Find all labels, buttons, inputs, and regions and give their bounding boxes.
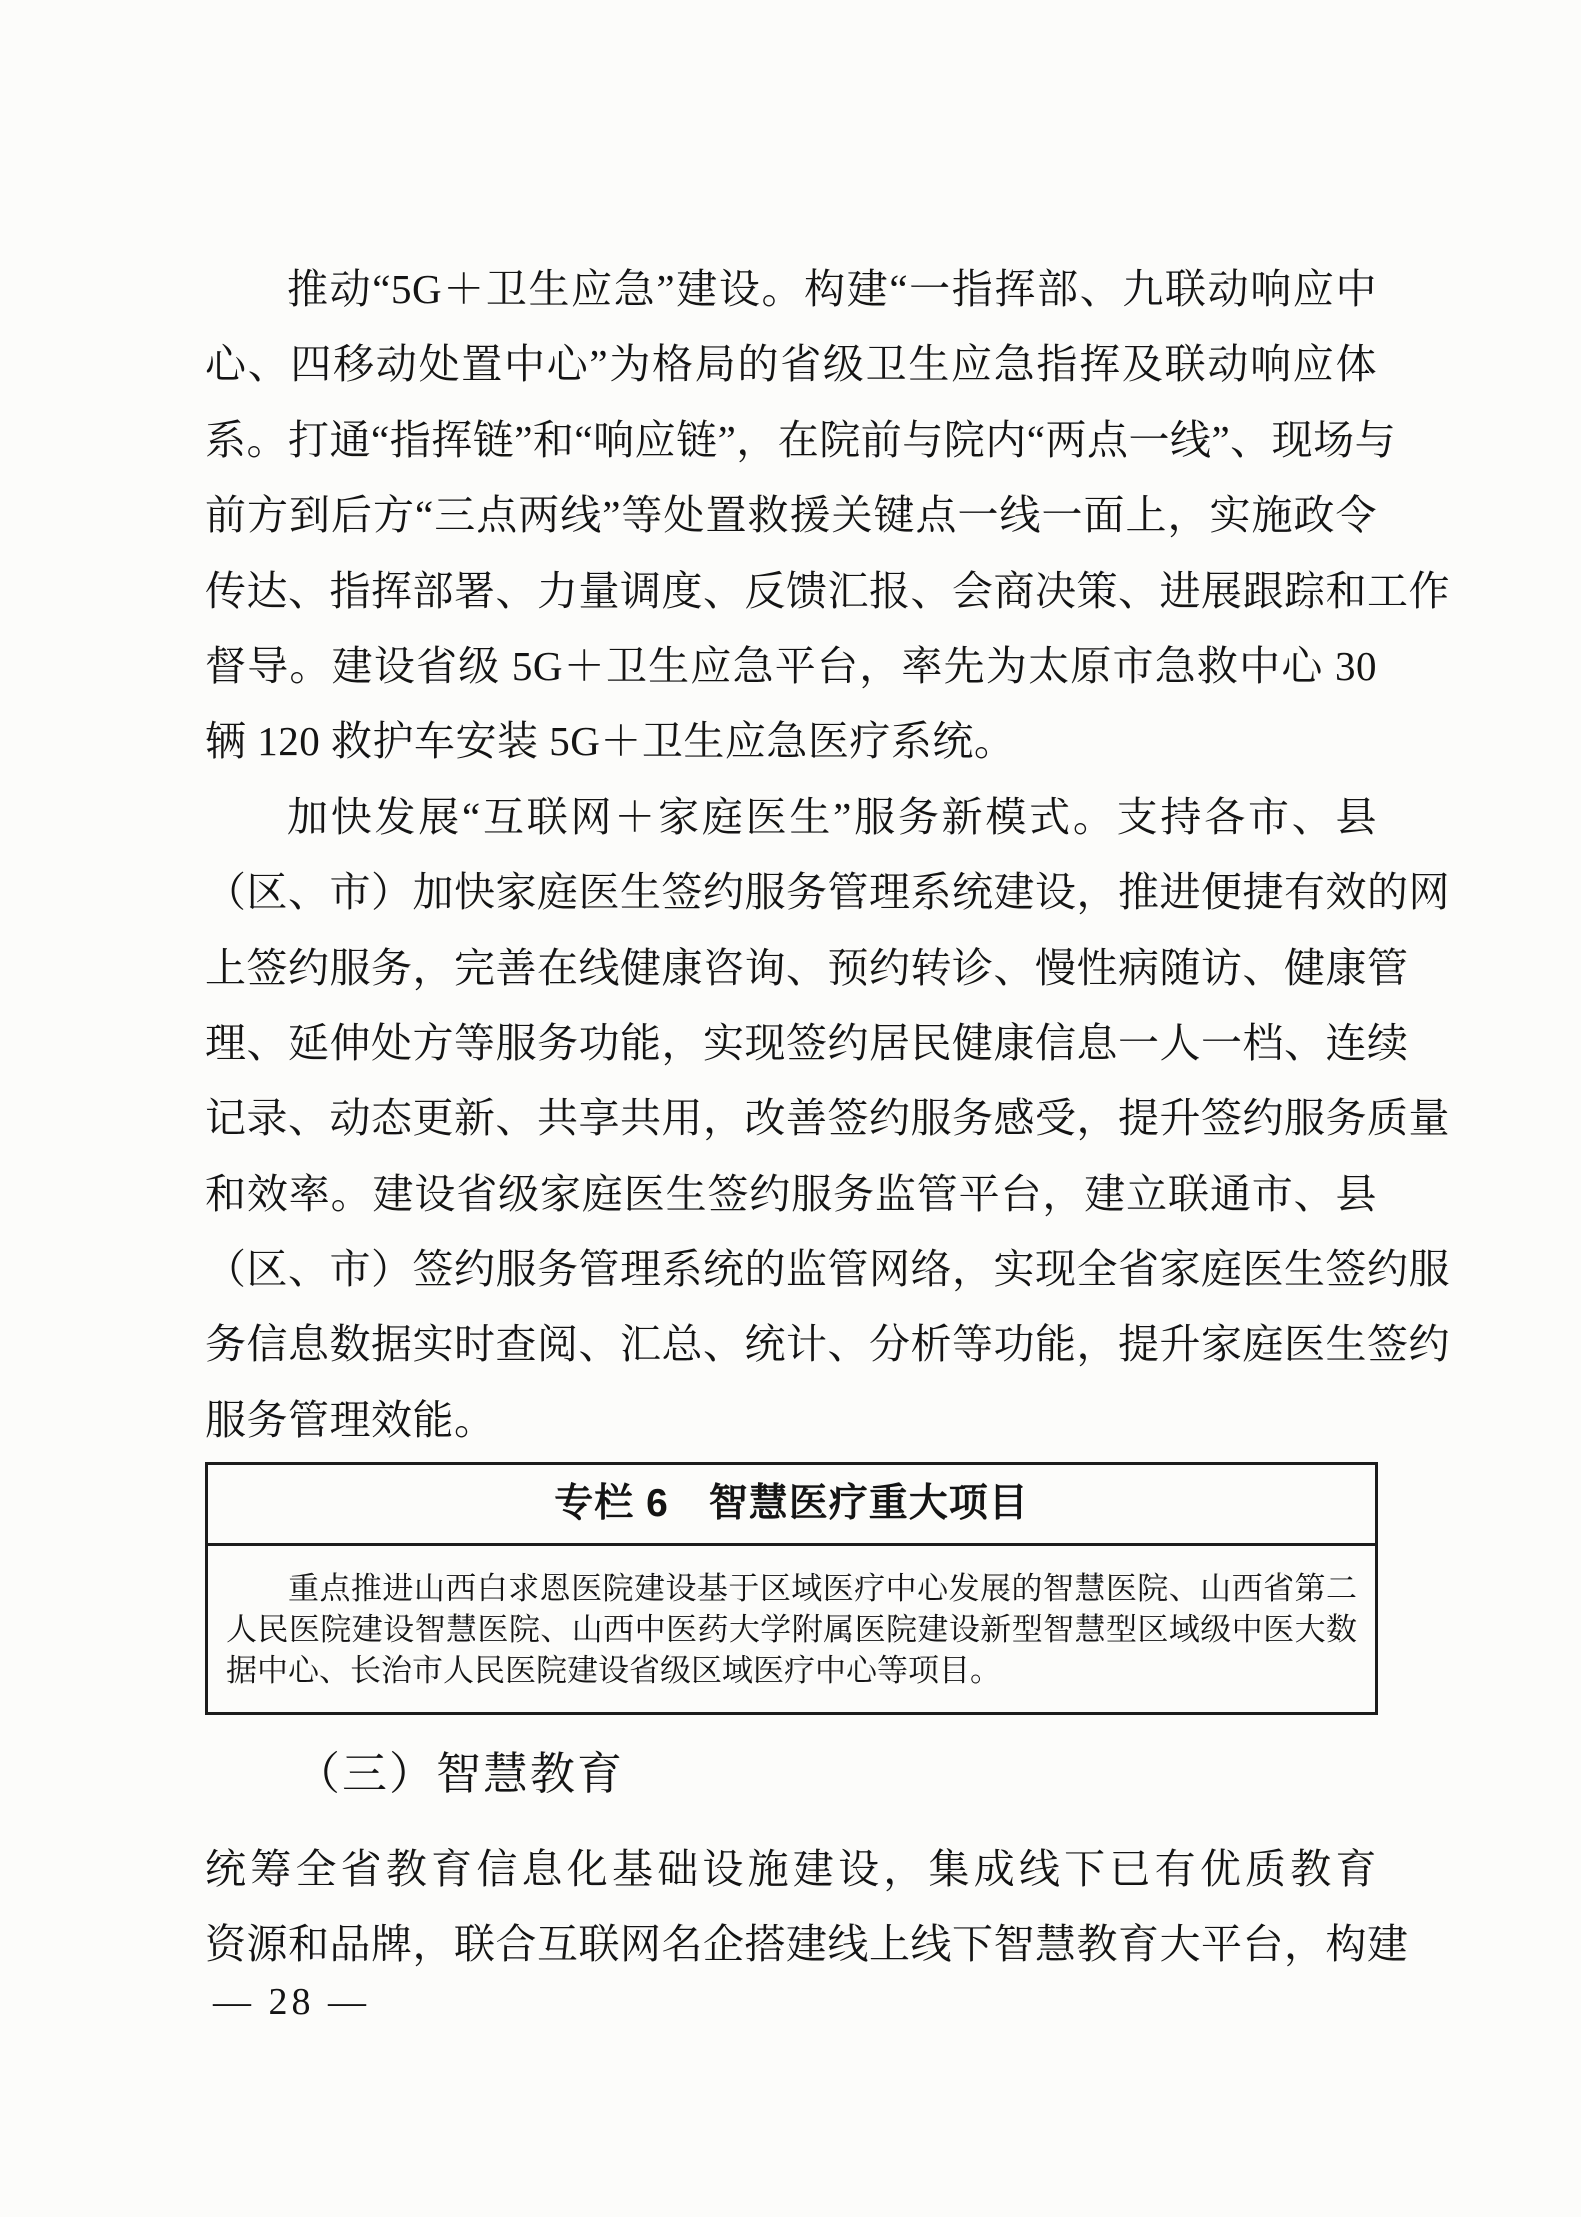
text-line: 辆 120 救护车安装 5G＋卫生应急医疗系统。 (205, 718, 1016, 765)
text-line: （区、市）签约服务管理系统的监管网络，实现全省家庭医生签约服 (205, 1246, 1450, 1293)
panel-body (208, 1546, 1375, 1691)
panel-major-projects (205, 1462, 1378, 1715)
panel-text-line: 重点推进山西白求恩医院建设基于区域医疗中心发展的智慧医院、山西省第二 (288, 1571, 1357, 1606)
section-heading-smart-education: （三）智慧教育 (295, 1749, 625, 1799)
text-line: 记录、动态更新、共享共用，改善签约服务感受，提升签约服务质量 (205, 1095, 1450, 1142)
panel-text-line: 人民医院建设智慧医院、山西中医药大学附属医院建设新型智慧型区域级中医大数 (226, 1612, 1357, 1647)
text-line: 务信息数据实时查阅、汇总、统计、分析等功能，提升家庭医生签约 (205, 1321, 1450, 1368)
text-line: 加快发展“互联网＋家庭医生”服务新模式。支持各市、县 (287, 793, 1377, 840)
text-line: 督导。建设省级 5G＋卫生应急平台，率先为太原市急救中心 30 (205, 642, 1377, 689)
panel-text-line: 据中心、长治市人民医院建设省级区域医疗中心等项目。 (226, 1653, 1001, 1688)
text-line: 传达、指挥部署、力量调度、反馈汇报、会商决策、进展跟踪和工作 (205, 567, 1450, 614)
text-line: （区、市）加快家庭医生签约服务管理系统建设，推进便捷有效的网 (205, 869, 1450, 916)
text-line: 心、四移动处置中心”为格局的省级卫生应急指挥及联动响应体 (205, 341, 1377, 388)
text-line: 推动“5G＋卫生应急”建设。构建“一指挥部、九联动响应中 (287, 266, 1377, 312)
main-text-block (205, 252, 1450, 1458)
text-line: 服务管理效能。 (205, 1396, 496, 1443)
text-line: 系。打通“指挥链”和“响应链”，在院前与院内“两点一线”、现场与 (205, 416, 1397, 463)
text-line: 和效率。建设省级家庭医生签约服务监管平台，建立联通市、县 (205, 1170, 1377, 1217)
panel-title: 专栏 6 智慧医疗重大项目 (208, 1465, 1375, 1546)
page-number: — 28 — (213, 1981, 370, 2023)
text-line: 资源和品牌，联合互联网名企搭建线上线下智慧教育大平台，构建 (205, 1921, 1409, 1968)
text-line: 理、延伸处方等服务功能，实现签约居民健康信息一人一档、连续 (205, 1019, 1409, 1066)
section-text-block (205, 1832, 1409, 1983)
text-line: 统筹全省教育信息化基础设施建设，集成线下已有优质教育 (205, 1846, 1377, 1892)
text-line: 前方到后方“三点两线”等处置救援关键点一线一面上，实施政令 (205, 492, 1377, 539)
text-line: 上签约服务，完善在线健康咨询、预约转诊、慢性病随访、健康管 (205, 944, 1409, 991)
